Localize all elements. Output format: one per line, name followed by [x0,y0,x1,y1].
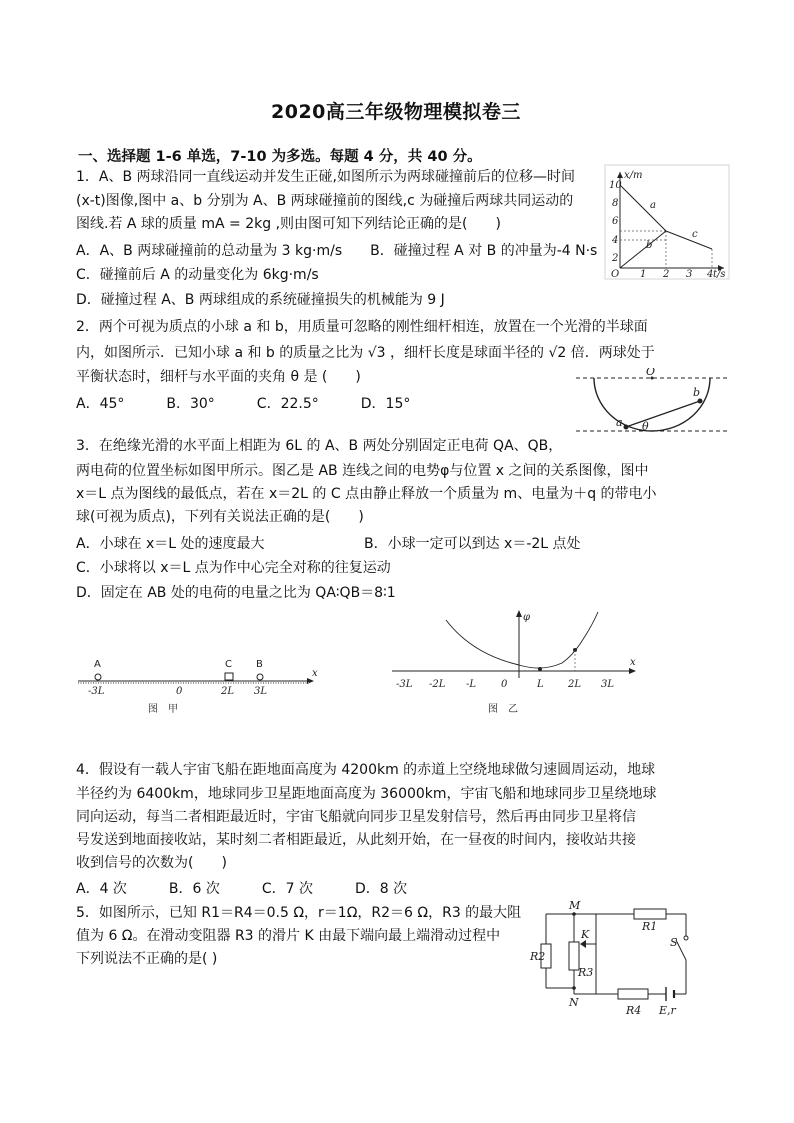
q3-option-a: A．小球在 x＝L 处的速度最大 [76,536,265,552]
q4-line-5: 收到信号的次数为( ) [76,855,227,871]
svg-text:4: 4 [612,235,619,246]
q4-line-4: 号发送到地面接收站，某时刻二者相距最近，从此刻开始，在一昼夜的时间内，接收站共接 [76,832,636,848]
svg-text:2L: 2L [221,686,235,697]
svg-text:b: b [646,240,653,251]
q2-line-3: 平衡状态时，细杆与水平面的夹角 θ 是 ( ) [76,369,361,385]
svg-text:R1: R1 [642,920,658,933]
q3-option-d: D．固定在 AB 处的电荷的电量之比为 QA∶QB＝8∶1 [76,585,396,601]
q2-options: A．45° B．30° C．22.5° D．15° [76,396,411,412]
svg-text:θ: θ [642,420,649,433]
section-header: 一、选择题 1-6 单选，7-10 为多选。每题 4 分，共 40 分。 [78,149,482,165]
svg-text:-2L: -2L [429,679,446,690]
svg-text:图 甲: 图 甲 [148,704,178,715]
svg-text:O: O [646,368,656,378]
svg-text:M: M [569,899,581,912]
q1-option-c: C．碰撞前后 A 的动量变化为 6kg·m/s [76,267,319,283]
svg-text:6: 6 [612,216,619,227]
svg-text:10: 10 [609,180,622,191]
svg-text:φ: φ [523,612,531,623]
svg-text:0: 0 [501,679,508,690]
svg-text:3L: 3L [601,679,615,690]
q4-line-2: 半径约为 6400km，地球同步卫星距地面高度为 36000km，宇宙飞船和地球同步卫星绕地球 [76,786,657,802]
svg-text:3: 3 [686,269,693,280]
svg-text:8: 8 [612,198,619,209]
q2-line-2: 内，如图所示．已知小球 a 和 b 的质量之比为 √3 ，细杆长度是球面半径的 √2 倍．两球处于 [76,345,655,361]
svg-text:x: x [630,657,636,668]
q3-line-4: 球(可视为质点)，下列有关说法正确的是( ) [76,509,364,525]
q3-line-1: 3．在绝缘光滑的水平面上相距为 6L 的 A、B 两处分别固定正电荷 QA、QB， [76,438,563,454]
svg-text:2: 2 [663,269,670,280]
q2-line-1: 2．两个可视为质点的小球 a 和 b，用质量可忽略的刚性细杆相连，放置在一个光滑的半球面 [76,319,648,335]
svg-text:-3L: -3L [396,679,413,690]
q3-option-b: B．小球一定可以到达 x＝-2L 点处 [364,536,581,552]
q1-option-ab: A．A、B 两球碰撞前的总动量为 3 kg·m/s B．碰撞过程 A 对 B 的冲量为-4 N·s [76,243,598,259]
svg-text:R2: R2 [530,950,546,963]
svg-text:S: S [670,936,678,949]
svg-text:b: b [693,386,701,399]
svg-text:R3: R3 [578,966,594,979]
svg-text:O: O [611,269,620,280]
q3-figure-yi [392,608,644,720]
q3-figure-jia [78,652,328,720]
svg-text:a: a [650,200,656,211]
page-title: 2020高三年级物理模拟卷三 [271,101,521,123]
svg-text:1: 1 [640,269,647,280]
q1-line-3: 图线.若 A 球的质量 mA = 2kg ,则由图可知下列结论正确的是( ) [76,216,501,232]
svg-text:N: N [569,996,579,1009]
svg-text:K: K [581,928,590,941]
q1-line-2: (x-t)图像,图中 a、b 分别为 A、B 两球碰撞前的图线,c 为碰撞后两球共同运动的 [76,193,574,209]
svg-text:0: 0 [176,686,183,697]
svg-text:x: x [312,668,318,679]
svg-text:图 乙: 图 乙 [488,704,518,715]
q3-line-2: 两电荷的位置坐标如图甲所示。图乙是 AB 连线之间的电势φ与位置 x 之间的关系图像，图中 [76,463,649,479]
svg-text:c: c [692,229,698,240]
q2-bowl-figure [572,368,732,438]
q3-option-c: C．小球将以 x＝L 点为作中心完全对称的往复运动 [76,560,391,576]
q1-graph-ylabel: x/m [624,170,643,181]
svg-text:E,r: E,r [659,1004,676,1017]
svg-text:B: B [256,659,263,670]
svg-text:2L: 2L [568,679,582,690]
svg-text:R4: R4 [626,1004,642,1017]
svg-text:a: a [616,416,623,429]
q5-line-1: 5．如图所示，已知 R1＝R4＝0.5 Ω，r＝1Ω，R2＝6 Ω，R3 的最大阻 [76,905,522,921]
q1-xt-graph [604,164,730,280]
svg-text:A: A [94,659,101,670]
svg-text:L: L [537,679,544,690]
svg-text:4: 4 [707,269,714,280]
svg-text:C: C [225,659,232,670]
q3-line-3: x＝L 点为图线的最低点，若在 x＝2L 的 C 点由静止释放一个质量为 m、电量为＋q 的带电小 [76,486,657,502]
q1-option-d: D．碰撞过程 A、B 两球组成的系统碰撞损失的机械能为 9 J [76,292,445,308]
svg-text:2: 2 [612,253,619,264]
q4-options: A．4 次 B．6 次 C．7 次 D．8 次 [76,881,408,897]
svg-text:-3L: -3L [88,686,105,697]
q1-graph-xlabel: t/s [713,269,726,280]
q5-line-2: 值为 6 Ω。在滑动变阻器 R3 的滑片 K 由最下端向最上端滑动过程中 [76,928,501,944]
q4-line-3: 同向运动，每当二者相距最近时，宇宙飞船就向同步卫星发射信号，然后再由同步卫星将信 [76,809,636,825]
svg-text:-L: -L [466,679,477,690]
q5-line-3: 下列说法不正确的是( ) [76,951,218,967]
svg-text:3L: 3L [254,686,268,697]
q4-line-1: 4．假设有一载人宇宙飞船在距地面高度为 4200km 的赤道上空绕地球做匀速圆周运动，地球 [76,762,656,778]
q5-circuit-figure [526,898,696,1020]
q1-line-1: 1．A、B 两球沿同一直线运动并发生正碰,如图所示为两球碰撞前后的位移—时间 [76,169,575,185]
